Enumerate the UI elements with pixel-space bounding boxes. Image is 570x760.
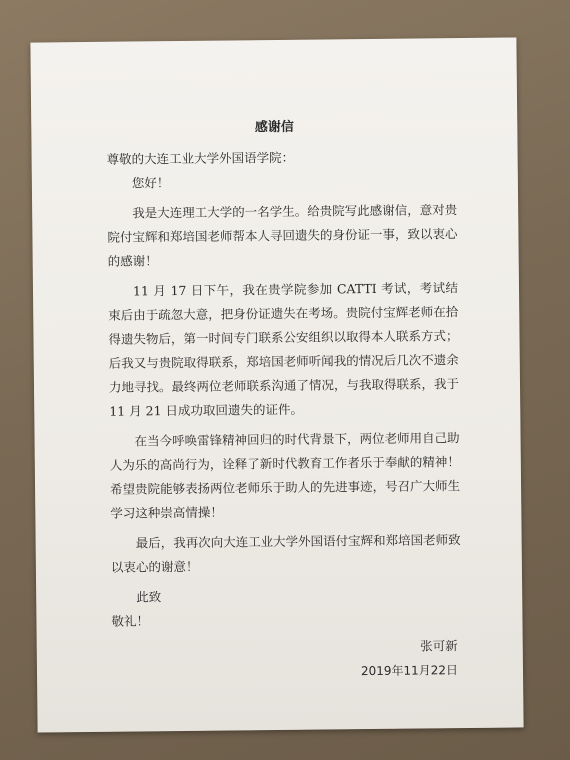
paragraph-praise: 在当今呼唤雷锋精神回归的时代背景下，两位老师用自己助人为乐的高尚行为，诠释了新时代教育工作者乐于奉献的精神！希望贵院能够表扬两位老师乐于助人的先进事迹，号召广大师生学习这种崇高情操！	[109, 430, 461, 521]
paragraph-intro: 我是大连理工大学的一名学生。给贵院写此感谢信，意对贵院付宝辉和郑培国老师帮本人寻回遗失的身份证一事，致以衷心的感谢！	[107, 202, 458, 269]
letter-body	[107, 144, 463, 686]
letter-paper	[30, 37, 523, 732]
salutation: 尊敬的大连工业大学外国语学院：	[106, 149, 295, 167]
closing-jingli: 敬礼！	[111, 613, 150, 629]
letter-title: 感谢信	[254, 119, 294, 136]
paragraph-incident: 11 月 17 日下午，我在贵学院参加 CATTI 考试，考试结束后由于疏忽大意，把身份证遗失在考场。贵院付宝辉老师在拾得遗失物后，第一时间专门联系公安组织以取得本人联系方式；后我又与贵院取得联系，郑培国老师听闻我的情况后几次不遗余力地寻找。最终两位老师联系沟通了情况，与我取得联系，我于 11 月 21 日成功取回遗失的证件。	[108, 280, 460, 419]
signature: 张可新	[420, 638, 458, 654]
closing-cizhi: 此致	[136, 589, 162, 605]
paragraph-final-thanks: 最后，我再次向大连工业大学外国语付宝辉和郑培国老师致以衷心的谢意！	[110, 532, 461, 575]
greeting: 您好！	[131, 175, 170, 191]
letter-date: 2019年11月22日	[360, 663, 459, 679]
